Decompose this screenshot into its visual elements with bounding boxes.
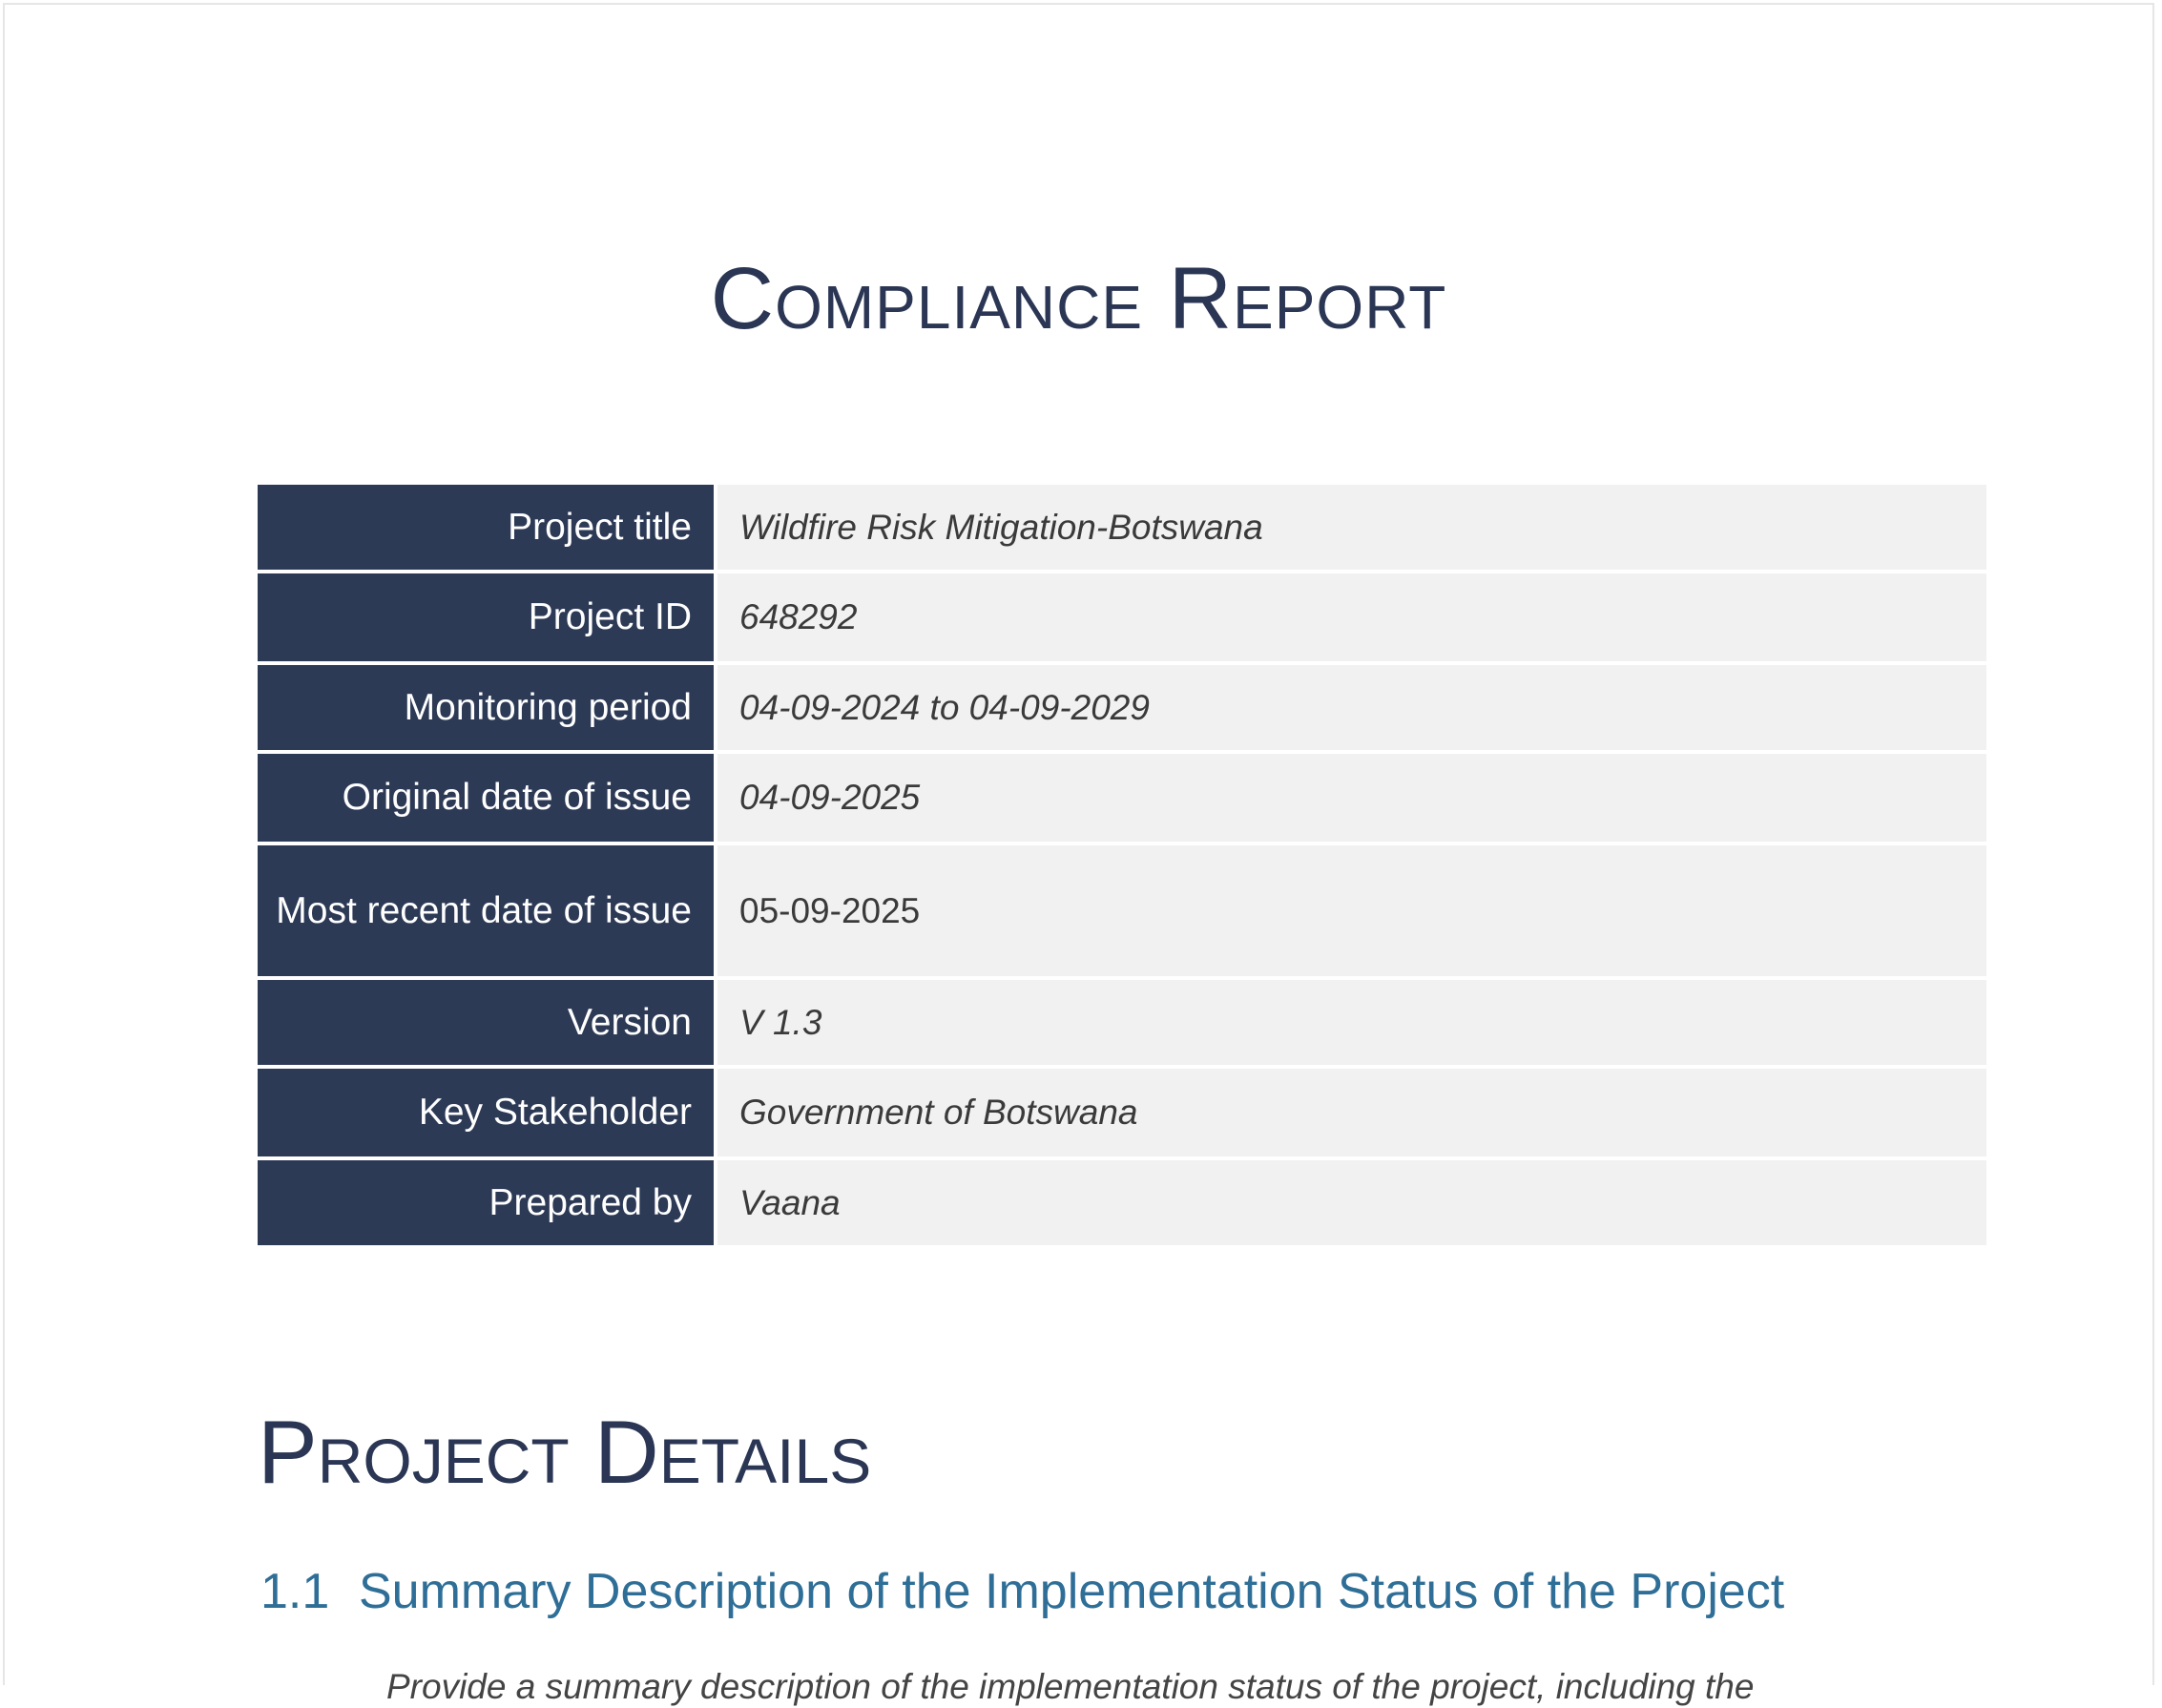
row-value: 04-09-2024 to 04-09-2029: [717, 665, 1986, 750]
table-row: [258, 845, 1986, 976]
row-label: Project ID: [258, 573, 714, 661]
row-label: Version: [258, 980, 714, 1065]
table-row: [258, 754, 1986, 842]
row-value: Vaana: [717, 1160, 1986, 1245]
row-value: 05-09-2025: [717, 845, 1986, 976]
subsection-title: Summary Description of the Implementation Status of the Project: [359, 1564, 1785, 1619]
row-value: Government of Botswana: [717, 1069, 1986, 1156]
project-info-table: [258, 481, 1986, 1249]
row-value: Wildfire Risk Mitigation-Botswana: [717, 485, 1986, 570]
row-label: Monitoring period: [258, 665, 714, 750]
row-label: Original date of issue: [258, 754, 714, 842]
table-row: [258, 665, 1986, 750]
section-heading: Project Details: [258, 1402, 872, 1502]
table-row: [258, 573, 1986, 661]
row-value: V 1.3: [717, 980, 1986, 1065]
row-label: Project title: [258, 485, 714, 570]
document-title: Compliance Report: [710, 250, 1447, 347]
table-row: [258, 1069, 1986, 1156]
body-paragraph: Provide a summary description of the implementation status of the project, including the: [386, 1667, 1755, 1706]
table-row: [258, 980, 1986, 1065]
row-label: Most recent date of issue: [258, 845, 714, 976]
subsection-heading: [260, 1564, 1785, 1619]
table-row: [258, 485, 1986, 570]
row-label: Key Stakeholder: [258, 1069, 714, 1156]
subsection-number: 1.1: [260, 1564, 330, 1619]
document-page: [3, 3, 2154, 1706]
table-row: [258, 1160, 1986, 1245]
row-label: Prepared by: [258, 1160, 714, 1245]
row-value: 04-09-2025: [717, 754, 1986, 842]
row-value: 648292: [717, 573, 1986, 661]
